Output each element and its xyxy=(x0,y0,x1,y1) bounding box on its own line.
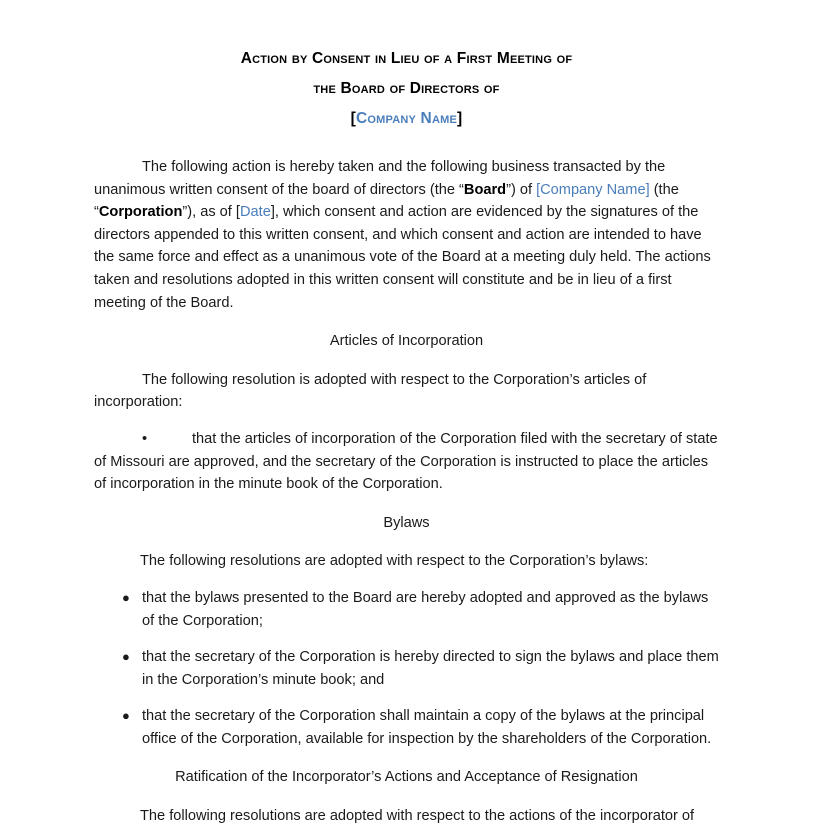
section-heading-articles: Articles of Incorporation xyxy=(329,333,484,350)
spacer-after-bylaws xyxy=(94,750,719,766)
bylaws-bullet-text-1: that the bylaws presented to the Board are hereby adopted and approved as the bylaws of the Corporation; xyxy=(142,589,709,629)
list-item xyxy=(94,705,719,750)
articles-bullet-text: that the articles of incorporation of the Corporation filed with the secretary of state of Missouri are approved, and the secretary of the Corporation is instructed to place the articles of incorporation in the minute book of the Corporation. xyxy=(94,430,718,493)
title-line-2: the Board of Directors of xyxy=(313,80,500,97)
bylaws-bullet-list xyxy=(94,587,719,751)
title-open-bracket: [ xyxy=(350,110,356,127)
section-heading-bylaws: Bylaws xyxy=(383,514,430,531)
title-company-name-placeholder[interactable]: Company Name xyxy=(355,110,457,127)
spacer-before-bylaws-bullets xyxy=(94,573,719,587)
spacer-after-articles-heading xyxy=(94,353,719,369)
company-name-placeholder[interactable]: [Company Name] xyxy=(536,181,650,198)
intro-text-part-2: ”) of xyxy=(506,181,537,198)
date-open-bracket: [ xyxy=(235,204,240,221)
bullet-icon: ● xyxy=(122,649,130,665)
section-heading-ratification: Ratification of the Incorporator’s Actions and Acceptance of Resignation xyxy=(175,769,638,786)
intro-text-part-1: The following action is hereby taken and the following business transacted by the unanimous written consent of the board of directors (the “ xyxy=(94,159,666,198)
intro-paragraph xyxy=(94,156,719,314)
spacer-after-intro xyxy=(94,314,719,330)
bullet-icon: • xyxy=(142,430,148,447)
intro-text-part-5: , which consent and action are evidenced by the signatures of the directors appended to this written consent, and which consent and action are intended to have the same force and effect as a unanimous vote of the Board at a meeting duly held. The actions taken and resolutions adopted in this written consent will constitute and be in lieu of a first meeting of the Board. xyxy=(94,204,711,311)
document-content xyxy=(94,44,719,828)
bylaws-bullet-text-3: that the secretary of the Corporation shall maintain a copy of the bylaws at the principal office of the Corporation, available for inspection by the shareholders of the Corporation. xyxy=(142,708,712,747)
list-item xyxy=(94,587,719,632)
spacer-after-articles xyxy=(94,496,719,512)
bylaws-lead-in: The following resolutions are adopted with respect to the Corporation’s bylaws: xyxy=(140,553,649,570)
bullet-icon: ● xyxy=(122,708,130,724)
articles-bullet-item xyxy=(94,428,719,496)
title-close-bracket: ] xyxy=(457,110,463,127)
title-line-3-company-placeholder xyxy=(94,104,719,134)
spacer-after-title xyxy=(94,134,719,156)
document-title xyxy=(94,44,719,134)
title-line-1: Action by Consent in Lieu of a First Meeting of xyxy=(240,50,573,67)
date-close-bracket: ] xyxy=(270,204,275,221)
bylaws-bullet-text-2: that the secretary of the Corporation is hereby directed to sign the bylaws and place them in the Corporation’s minute book; and xyxy=(142,649,719,688)
bold-term-corporation: Corporation xyxy=(98,204,183,221)
bold-term-board: Board xyxy=(463,181,507,198)
intro-text-part-3: (the “ xyxy=(94,181,679,221)
list-item xyxy=(94,646,719,691)
articles-lead-in: The following resolution is adopted with respect to the Corporation’s articles of incorporation: xyxy=(94,371,647,411)
bullet-icon: ● xyxy=(122,589,130,605)
ratification-lead-in: The following resolutions are adopted with respect to the actions of the incorporator of xyxy=(140,808,695,825)
intro-text-part-4: ”), as of xyxy=(182,204,236,221)
spacer-after-ratification-heading xyxy=(94,789,719,805)
date-placeholder[interactable]: Date xyxy=(239,204,271,221)
spacer-after-bylaws-heading xyxy=(94,534,719,550)
spacer-before-articles-bullet xyxy=(94,414,719,428)
